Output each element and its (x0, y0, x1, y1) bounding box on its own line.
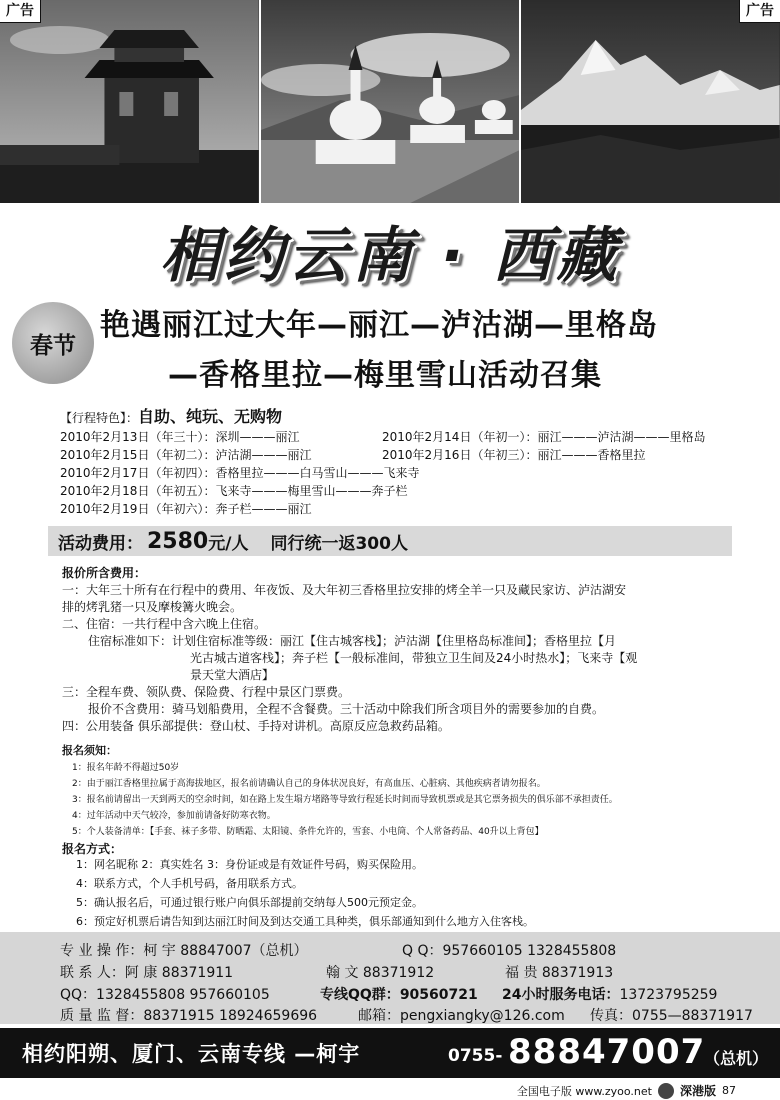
area-code: 0755- (448, 1046, 503, 1066)
itinerary-row (60, 446, 760, 463)
ad-label-right: 广告 (739, 0, 780, 23)
contact-fax: 传真：0755—88371917 (590, 1008, 753, 1024)
notice-line: 3：报名前请留出一天到两天的空余时间，如在路上发生塌方堵路等导致行程延长时间而导致机票或是其它票务损失的俱乐部不承担责任。 (72, 795, 618, 805)
qq-group: 90560721 (399, 987, 478, 1003)
included-line: 排的烤乳猪一只及摩梭篝火晚会。 (62, 600, 243, 614)
publisher-logo-icon (658, 1083, 674, 1099)
slogan: 相约阳朔、厦门、云南专线 —柯宇 (22, 1042, 361, 1066)
included-line: 景天堂大酒店】 (190, 668, 275, 682)
photo-temple (0, 0, 261, 203)
itinerary-row (60, 464, 760, 481)
included-line: 四：公用装备 俱乐部提供：登山杖、手持对讲机。高原反应急救药品箱。 (62, 719, 450, 733)
notice-line: 4：过年活动中天气较冷，参加前请备好防寒衣物。 (72, 811, 276, 821)
contact-qq: Q Q：957660105 1328455808 (402, 943, 617, 959)
itinerary-day: 2010年2月13日（年三十）：深圳———丽江 (60, 430, 300, 444)
edition-version: 深港版 (679, 1084, 716, 1098)
notice-line: 5：个人装备清单：【手套、袜子多带、防晒霜、太阳镜、条件允许的，雪套、小电筒、个人常备药品、40升以上背包】 (72, 827, 544, 837)
fee-bar (48, 526, 732, 556)
spring-festival-badge: 春节 (12, 302, 94, 384)
itinerary-day: 2010年2月14日（年初一）：丽江———泸沽湖———里格岛 (382, 430, 706, 444)
phone-suffix: （总机） (704, 1049, 769, 1068)
itinerary-day: 2010年2月17日（年初四）：香格里拉———白马雪山———飞来寺 (60, 466, 420, 480)
contact-panel (0, 932, 780, 1024)
included-line: 一：大年三十所有在行程中的费用、年夜饭、及大年初三香格里拉安排的烤全羊一只及藏民家访、泸沽湖安 (62, 583, 627, 597)
signup-line: 4：联系方式，个人手机号码，备用联系方式。 (76, 877, 303, 890)
signup-heading: 报名方式： (62, 842, 123, 856)
contact-qq: QQ：1328455808 957660105 (60, 987, 270, 1003)
photo-strip (0, 0, 780, 203)
signup-line: 6：预定好机票后请告知到达丽江时间及到达交通工具种类，俱乐部通知到什么地方入住客栈。 (76, 915, 534, 928)
fee-amount: 2580 (147, 528, 209, 554)
itinerary-row (60, 500, 760, 517)
contact-person: 福 贵 88371913 (505, 965, 614, 981)
included-line: 二、住宿：一共行程中含六晚上住宿。 (62, 617, 267, 631)
ad-label-left: 广告 (0, 0, 41, 23)
subtitle-line-2: —香格里拉—梅里雪山活动召集 (168, 358, 602, 393)
contact-email: 邮箱：pengxiangky@126.com (358, 1008, 565, 1024)
photo-snow-mountain (521, 0, 780, 203)
qq-group-label: 专线QQ群： (320, 987, 400, 1003)
signup-line: 1：网名昵称 2：真实姓名 3：身份证或是有效证件号码，购买保险用。 (76, 858, 423, 871)
itinerary-row (60, 482, 760, 499)
itinerary-day: 2010年2月15日（年初二）：泸沽湖———丽江 (60, 448, 312, 462)
bottom-banner (0, 1028, 780, 1078)
itinerary-row (60, 428, 760, 445)
notice-line: 2：由于丽江香格里拉属于高海拔地区，报名前请确认自己的身体状况良好，有高血压、心脏病、其他疾病者请勿报名。 (72, 779, 546, 789)
main-title: 相约云南 · 西藏 (159, 221, 621, 291)
itinerary-day: 2010年2月18日（年初五）：飞来寺———梅里雪山———奔子栏 (60, 484, 408, 498)
trip-features (60, 404, 282, 427)
hotline-label: 24小时服务电话： (502, 987, 620, 1003)
fee-label: 活动费用： (58, 533, 143, 554)
edition-text: 全国电子版 www.zyoo.net (516, 1084, 652, 1098)
itinerary-day: 2010年2月19日（年初六）：奔子栏———丽江 (60, 502, 312, 516)
fee-rebate: 同行统一返300人 (270, 533, 408, 554)
fee-unit: 元/人 (208, 533, 249, 554)
page-footer (517, 1082, 736, 1099)
contact-person: 联 系 人：阿 康 88371911 (60, 965, 234, 981)
quality-supervision: 质 量 监 督：88371915 18924659696 (60, 1008, 318, 1024)
signup-line: 5：确认报名后，可通过银行账户向俱乐部提前交纳每人500元预定金。 (76, 896, 423, 909)
included-line: 光古城古道客栈】；奔子栏【一般标准间，带独立卫生间及24小时热水】；飞来寺【观 (190, 651, 638, 665)
contact-operator: 专 业 操 作：柯 宇 88847007（总机） (60, 943, 308, 959)
feature-label: 【行程特色】： (60, 411, 139, 425)
contact-person: 翰 文 88371912 (326, 965, 435, 981)
main-phone: 88847007 (508, 1032, 706, 1072)
included-line: 三：全程车费、领队费、保险费、行程中景区门票费。 (62, 685, 351, 699)
itinerary-day: 2010年2月16日（年初三）：丽江———香格里拉 (382, 448, 646, 462)
page-number: 87 (722, 1084, 736, 1097)
excluded-line: 报价不含费用：骑马划船费用，全程不含餐费。三十活动中除我们所含项目外的需要参加的自费。 (88, 702, 605, 716)
hotline: 13723795259 (619, 987, 718, 1003)
photo-stupas (261, 0, 522, 203)
included-heading: 报价所含费用： (62, 566, 147, 580)
notice-line: 1：报名年龄不得超过50岁 (72, 763, 180, 773)
feature-value: 自助、纯玩、无购物 (138, 407, 283, 426)
included-line: 住宿标准如下：计划住宿标准等级：丽江【住古城客栈】；泸沽湖【住里格岛标准间】；香格里拉【月 (88, 634, 617, 648)
notice-heading: 报名须知： (62, 744, 117, 757)
subtitle-line-1: 艳遇丽江过大年—丽江—泸沽湖—里格岛 (100, 308, 658, 343)
